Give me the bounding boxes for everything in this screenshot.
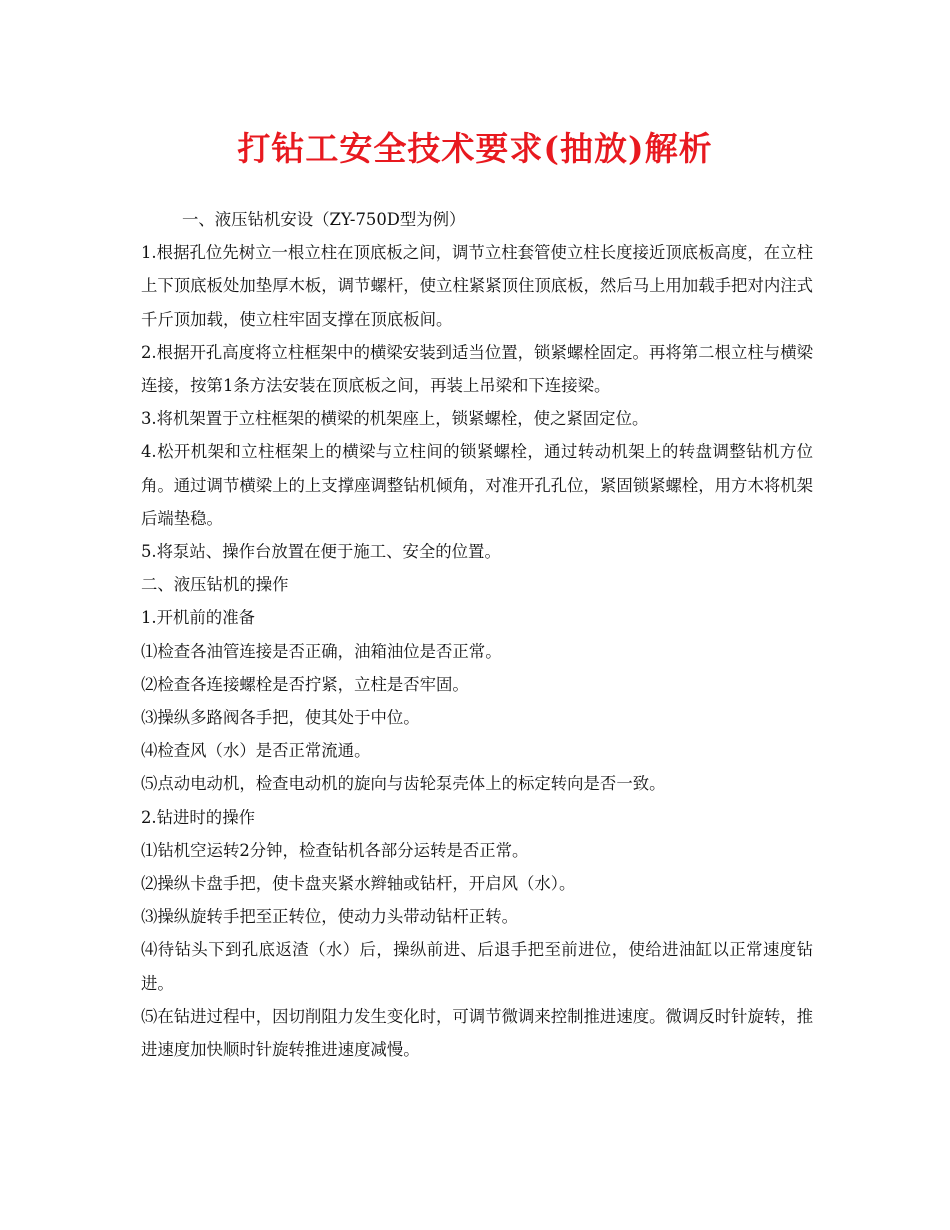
subsection-heading: 1.开机前的准备 [141, 608, 255, 628]
paragraph: 2.根据开孔高度将立柱框架中的横梁安装到适当位置，锁紧螺栓固定。再将第二根立柱与横梁连接，按第1条方法安装在顶底板之间，再装上吊梁和下连接梁。 [141, 342, 813, 396]
section-heading-2: 二、液压钻机的操作 [141, 575, 289, 595]
list-item: ⑶操纵多路阀各手把，使其处于中位。 [141, 708, 420, 728]
paragraph: 5.将泵站、操作台放置在便于施工、安全的位置。 [141, 542, 501, 562]
list-item: ⑸在钻进过程中，因切削阻力发生变化时，可调节微调来控制推进速度。微调反时针旋转，推进速度加快顺时针旋转推进速度减慢。 [141, 1006, 814, 1060]
document-body [141, 203, 813, 1066]
list-item: ⑵检查各连接螺栓是否拧紧，立柱是否牢固。 [141, 674, 469, 694]
list-item: ⑴钻机空运转2分钟，检查钻机各部分运转是否正常。 [141, 840, 529, 860]
document-title: 打钻工安全技术要求(抽放)解析 [237, 129, 713, 168]
list-item: ⑷检查风（水）是否正常流通。 [141, 741, 371, 761]
subsection-heading: 2.钻进时的操作 [141, 807, 255, 827]
list-item: ⑸点动电动机，检查电动机的旋向与齿轮泵壳体上的标定转向是否一致。 [141, 774, 666, 794]
list-item: ⑴检查各油管连接是否正确，油箱油位是否正常。 [141, 641, 502, 661]
list-item: ⑷待钻头下到孔底返渣（水）后，操纵前进、后退手把至前进位，使给进油缸以正常速度钻进。 [141, 940, 813, 993]
paragraph: 1.根据孔位先树立一根立柱在顶底板之间，调节立柱套管使立柱长度接近顶底板高度，在立柱上下顶底板处加垫厚木板，调节螺杆，使立柱紧紧顶住顶底板，然后马上用加载手把对内注式千斤顶加载，使立柱牢固支撑在顶底板间。 [141, 243, 814, 329]
paragraph: 4.松开机架和立柱框架上的横梁与立柱间的锁紧螺栓，通过转动机架上的转盘调整钻机方位角。通过调节横梁上的上支撑座调整钻机倾角，对准开孔孔位，紧固锁紧螺栓，用方木将机架后端垫稳。 [141, 442, 814, 528]
list-item: ⑵操纵卡盘手把，使卡盘夹紧水辫轴或钻杆，开启风（水）。 [141, 874, 576, 894]
section-heading-1: 一、液压钻机安设（ZY-750D型为例） [182, 210, 466, 229]
paragraph: 3.将机架置于立柱框架的横梁的机架座上，锁紧螺栓，使之紧固定位。 [141, 409, 649, 429]
list-item: ⑶操纵旋转手把至正转位，使动力头带动钻杆正转。 [141, 907, 518, 927]
